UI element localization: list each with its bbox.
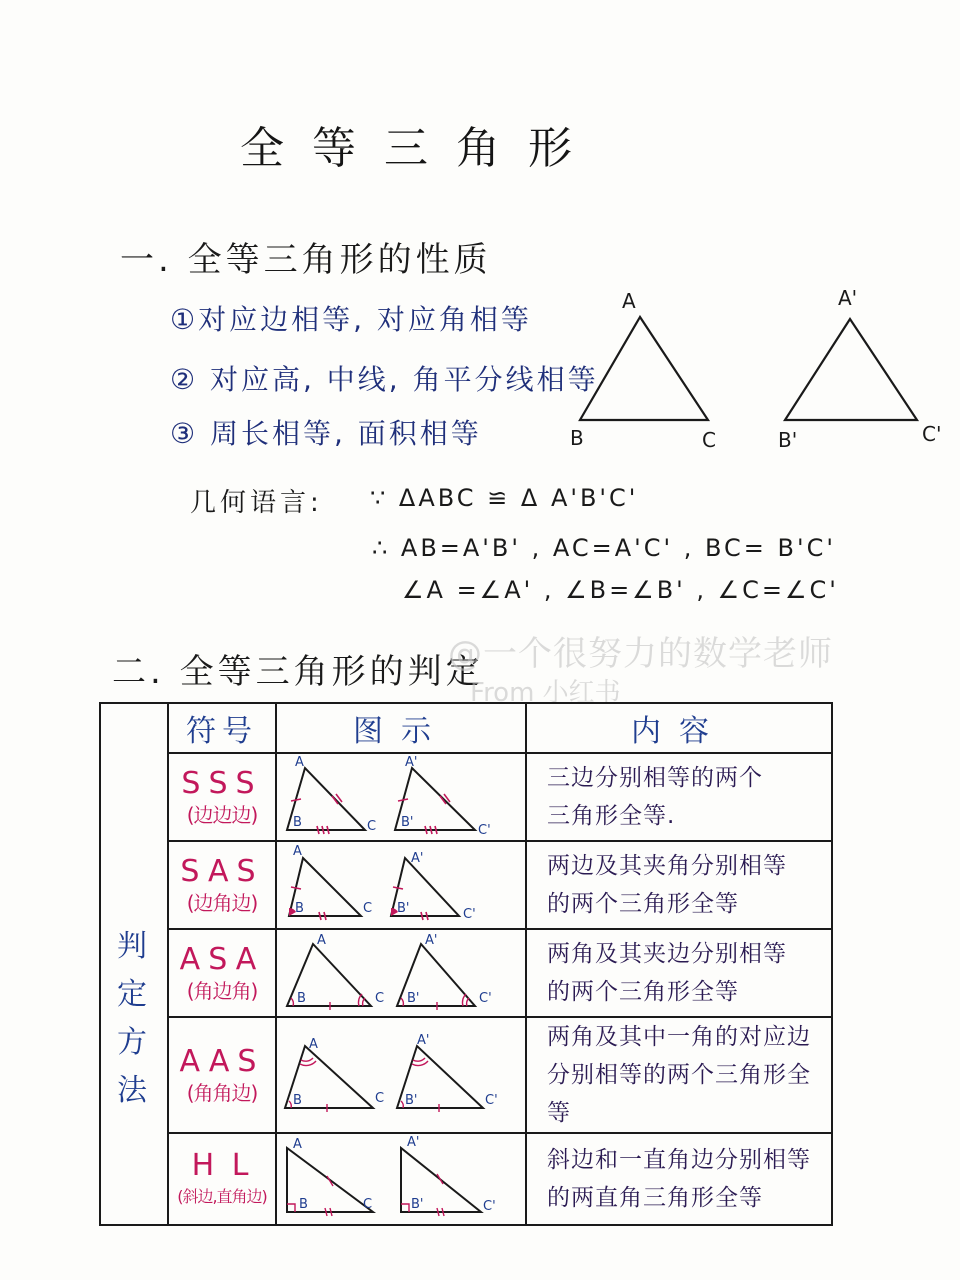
property-1: ①对应边相等, 对应角相等 (170, 303, 532, 336)
criterion-symbol-cell (168, 1017, 276, 1133)
svg-text:A': A' (405, 755, 418, 770)
table-row (100, 1017, 832, 1133)
svg-text:B: B (297, 991, 306, 1006)
criterion-abbr: AAS (179, 1044, 265, 1079)
watermark-source: From 小红书 (470, 678, 621, 708)
criterion-figure (276, 929, 526, 1017)
svg-text:B': B' (411, 1197, 424, 1212)
criterion-content (526, 841, 832, 929)
criterion-figure (276, 753, 526, 841)
svg-text:C: C (363, 1197, 373, 1212)
asa-triangles-icon (277, 930, 525, 1012)
triangle-abc (580, 317, 708, 420)
content-line: 分别相等的两个三角形全等 (547, 1062, 811, 1126)
criterion-figure (276, 841, 526, 929)
criterion-content (526, 753, 832, 841)
section1-heading: 一. 全等三角形的性质 (120, 240, 492, 280)
svg-text:C: C (375, 991, 385, 1006)
watermark-author: @一个很努力的数学老师 (448, 634, 833, 674)
content-line: 两角及其中一角的对应边 (547, 1024, 811, 1050)
svg-text:B': B' (397, 901, 410, 916)
congruence-criteria-table (99, 702, 833, 1226)
criterion-symbol-cell (168, 929, 276, 1017)
svg-text:A': A' (407, 1135, 420, 1150)
svg-text:C: C (363, 901, 373, 916)
table-row (100, 929, 832, 1017)
content-line: 的两个三角形全等 (547, 891, 739, 917)
svg-text:B': B' (405, 1093, 418, 1108)
svg-text:C': C' (479, 991, 492, 1006)
table-row (100, 841, 832, 929)
svg-text:B: B (293, 1093, 302, 1108)
svg-text:A: A (309, 1037, 318, 1052)
svg-text:C: C (375, 1091, 385, 1106)
criterion-symbol-cell (168, 1133, 276, 1225)
svg-text:B: B (299, 1197, 308, 1212)
side-label-line1: 判定 (117, 929, 151, 1012)
criterion-abbr: H L (191, 1148, 253, 1183)
side-label-line2: 方法 (117, 1025, 151, 1108)
criterion-full: (角角边) (186, 1081, 258, 1105)
criterion-full: (角边角) (186, 979, 258, 1003)
vertex-a2-label: A' (838, 286, 858, 310)
property-3: ③ 周长相等, 面积相等 (170, 417, 482, 450)
criterion-content (526, 929, 832, 1017)
table-row (100, 1133, 832, 1225)
therefore-sides: ∴ AB=A'B' , AC=A'C' , BC= B'C' (372, 534, 836, 562)
svg-text:A: A (293, 844, 302, 859)
svg-text:B: B (293, 815, 302, 830)
vertex-c-label: C (702, 428, 716, 452)
content-line: 两边及其夹角分别相等 (547, 853, 787, 879)
content-line: 的两直角三角形全等 (547, 1185, 763, 1211)
svg-text:B': B' (407, 991, 420, 1006)
header-figure: 图示 (276, 703, 526, 753)
svg-text:A': A' (411, 851, 424, 866)
content-line: 两角及其夹边分别相等 (547, 941, 787, 967)
svg-text:C': C' (485, 1093, 498, 1108)
criterion-full: (边角边) (186, 891, 258, 915)
criterion-abbr: SSS (181, 766, 263, 801)
svg-text:A': A' (425, 933, 438, 948)
criterion-symbol-cell (168, 753, 276, 841)
table-row (100, 753, 832, 841)
svg-text:A: A (317, 933, 326, 948)
hl-triangles-icon (277, 1134, 525, 1220)
property-2: ② 对应高, 中线, 角平分线相等 (170, 363, 599, 396)
svg-text:A: A (295, 755, 304, 770)
side-label-cell (100, 703, 168, 1225)
svg-text:C: C (367, 819, 377, 834)
sss-triangles-icon (277, 754, 525, 836)
content-line: 的两个三角形全等 (547, 979, 739, 1005)
svg-text:C': C' (463, 907, 476, 922)
criterion-figure (276, 1017, 526, 1133)
content-line: 斜边和一直角边分别相等 (547, 1147, 811, 1173)
svg-text:A: A (293, 1137, 302, 1152)
aas-triangles-icon (277, 1032, 525, 1114)
criterion-symbol-cell (168, 841, 276, 929)
vertex-c2-label: C' (922, 422, 942, 446)
section2-heading: 二. 全等三角形的判定 (112, 652, 484, 692)
geometry-language-label: 几何语言: (190, 488, 323, 518)
criterion-content (526, 1017, 832, 1133)
criterion-abbr: ASA (179, 942, 265, 977)
sas-triangles-icon (277, 842, 525, 924)
criterion-content (526, 1133, 832, 1225)
svg-text:B: B (295, 901, 304, 916)
content-line: 三角形全等. (547, 803, 676, 829)
criterion-abbr: SAS (180, 854, 264, 889)
because-statement: ∵ ΔABC ≌ Δ A'B'C' (370, 484, 639, 512)
criterion-figure (276, 1133, 526, 1225)
table-header-row (100, 703, 832, 753)
header-symbol: 符号 (168, 703, 276, 753)
svg-text:C': C' (478, 823, 491, 836)
content-line: 三边分别相等的两个 (547, 765, 763, 791)
svg-text:B': B' (401, 815, 414, 830)
criterion-full: (边边边) (186, 803, 258, 827)
vertex-a-label: A (622, 289, 636, 313)
svg-text:A': A' (417, 1033, 430, 1048)
congruent-triangles-figure (560, 275, 960, 465)
svg-text:C': C' (483, 1199, 496, 1214)
therefore-angles: ∠A =∠A' , ∠B=∠B' , ∠C=∠C' (402, 576, 839, 604)
vertex-b2-label: B' (778, 428, 798, 452)
criterion-full: (斜边,直角边) (177, 1187, 267, 1206)
page-title: 全等三角形 (240, 123, 600, 174)
triangle-a2b2c2 (785, 319, 917, 420)
header-content: 内容 (526, 703, 832, 753)
vertex-b-label: B (570, 426, 584, 450)
